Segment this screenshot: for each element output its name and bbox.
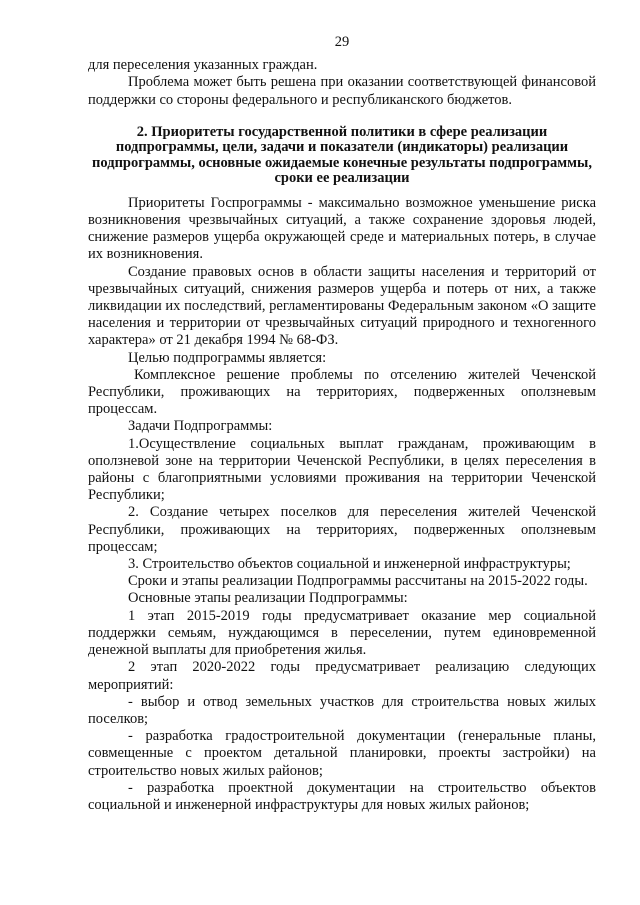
paragraph-tasks-intro: Задачи Подпрограммы:	[128, 418, 273, 435]
document-page	[88, 34, 596, 814]
paragraph-task-3: 3. Строительство объектов социальной и инженерной инфраструктуры;	[128, 556, 571, 573]
paragraph-task-2: 2. Создание четырех поселков для переселения жителей Чеченской Республики, проживающих на территориях, подверженных оползневым процессам;	[88, 504, 596, 555]
paragraph-task-1: 1.Осуществление социальных выплат гражданам, проживающим в оползневой зоне на территории Чеченской Республики, в целях переселения в районы с благоприятными условиями проживания на территории Чеченской Республики;	[88, 435, 596, 504]
paragraph-problem: Проблема может быть решена при оказании соответствующей финансовой поддержки со стороны федерального и республиканского бюджетов.	[88, 74, 596, 108]
paragraph-stage-2: 2 этап 2020-2022 годы предусматривает реализацию следующих мероприятий:	[88, 659, 596, 693]
paragraph-goal-intro: Целью подпрограммы является:	[128, 349, 327, 366]
page-number: 29	[334, 34, 350, 50]
paragraph-stage-1: 1 этап 2015-2019 годы предусматривает оказание мер социальной поддержки семьям, нуждающимся в переселении, путем единовременной денежной выплаты для приобретения жилья.	[88, 607, 596, 659]
paragraph-priorities: Приоритеты Госпрограммы - максимально возможное уменьшение риска возникновения чрезвычайных ситуаций, а также сохранение здоровья людей, снижение размеров ущерба окружающей среде и материальных потерь, в случае их возникновения.	[88, 194, 596, 263]
paragraph-stages-intro: Основные этапы реализации Подпрограммы:	[128, 590, 408, 607]
list-item-urban-planning: - разработка градостроительной документации (генеральные планы, совмещенные с проектом детальной планировки, проекты застройки) на строительство новых жилых районов;	[88, 728, 596, 779]
paragraph-terms: Сроки и этапы реализации Подпрограммы рассчитаны на 2015-2022 годы.	[128, 573, 588, 590]
section-heading: 2. Приоритеты государственной политики в сфере реализации подпрограммы, цели, задачи и показатели (индикаторы) реализации подпрограммы, основные ожидаемые конечные результаты подпрограммы, сроки ее реализации	[92, 123, 592, 187]
list-item-land-selection: - выбор и отвод земельных участков для строительства новых жилых поселков;	[88, 693, 596, 727]
paragraph-legal-basis: Создание правовых основ в области защиты населения и территорий от чрезвычайных ситуаций, снижения размеров ущерба и потерь от них, а также ликвидации их последствий, регламентированы Федеральным законом «О защите населения и территории от чрезвычайных ситуаций природного и техногенного характера» от 21 декабря 1994 № 68-ФЗ.	[88, 263, 596, 349]
paragraph-continuation: для переселения указанных граждан.	[88, 57, 318, 74]
paragraph-goal: Комплексное решение проблемы по отселению жителей Чеченской Республики, проживающих на территориях, подверженных оползневым процессам.	[88, 366, 596, 418]
list-item-project-docs: - разработка проектной документации на строительство объектов социальной и инженерной инфраструктуры для новых жилых районов;	[88, 779, 596, 813]
